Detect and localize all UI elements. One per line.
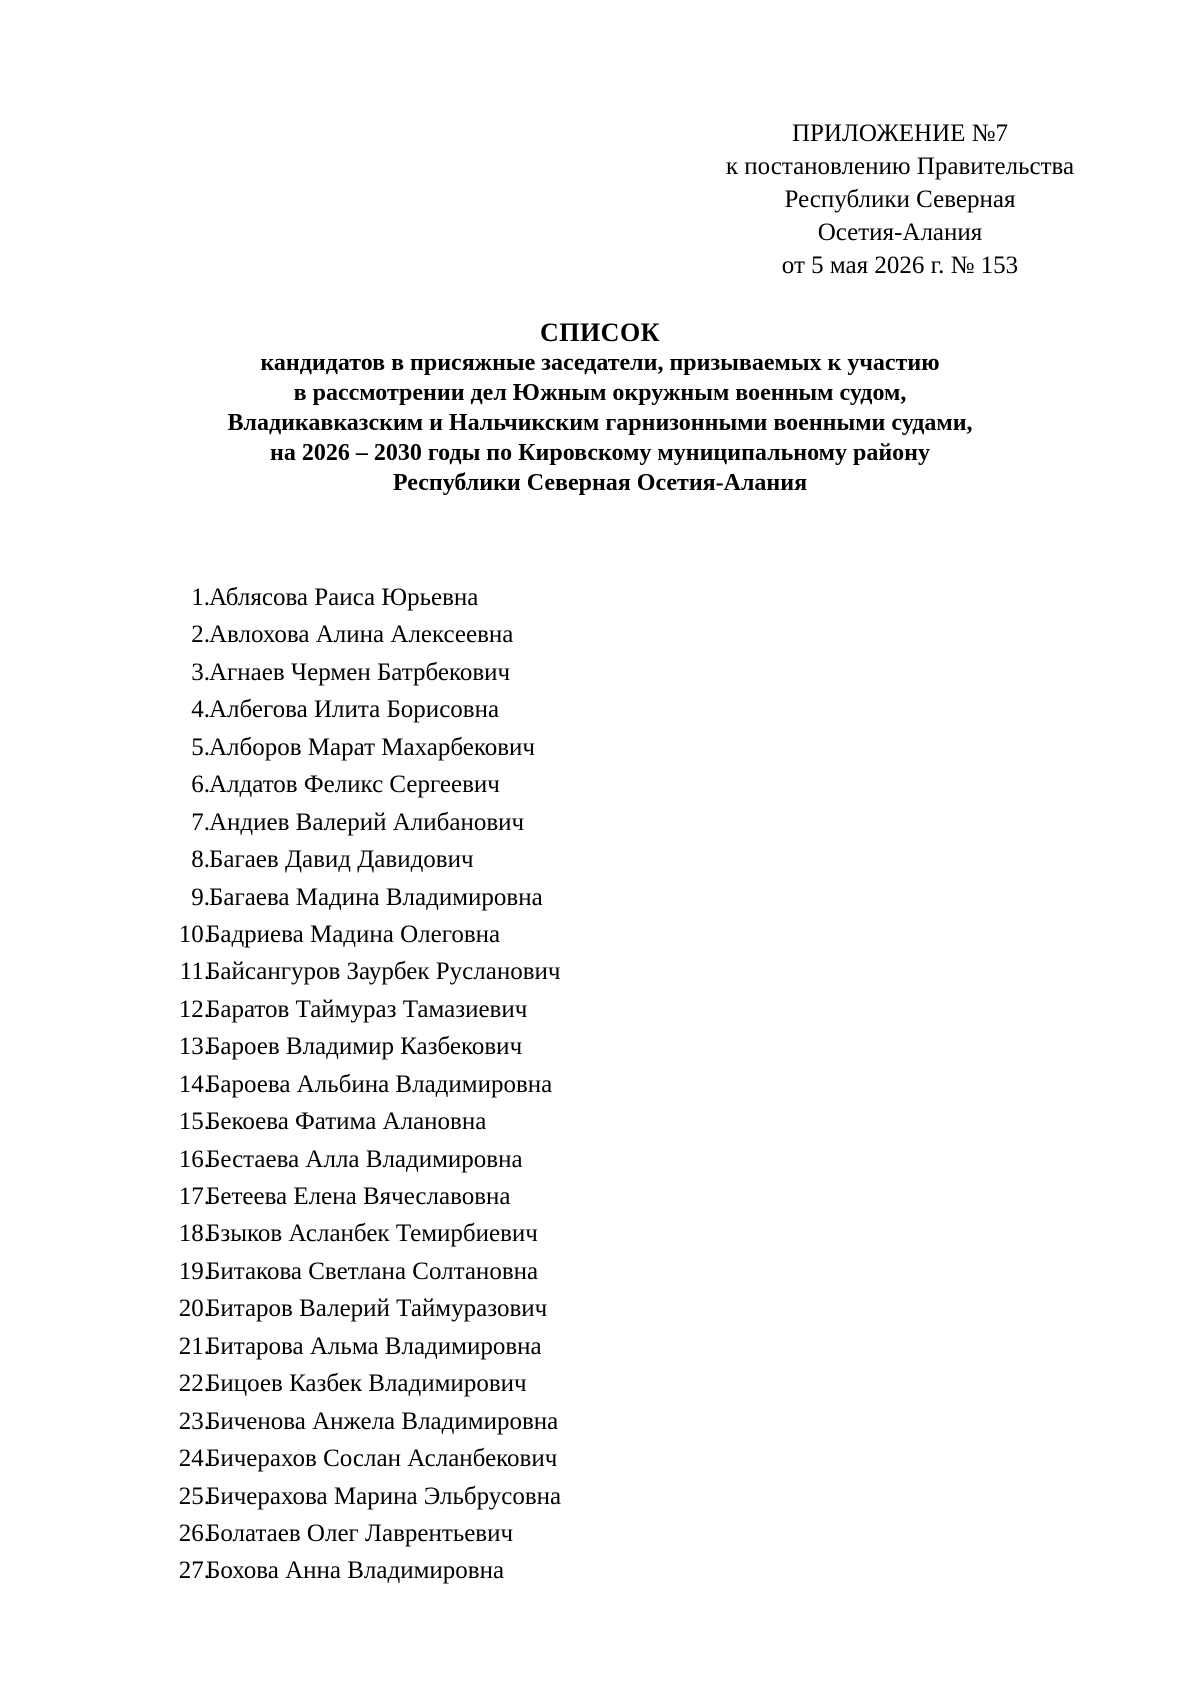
candidate-name: Битакова Светлана Солтановна <box>206 1257 539 1285</box>
list-item <box>0 766 1200 803</box>
list-item <box>0 1365 1200 1402</box>
item-number: 8. <box>191 846 210 874</box>
list-item <box>0 1328 1200 1365</box>
list-item <box>0 1403 1200 1440</box>
candidate-name: Бекоева Фатима Алановна <box>206 1108 487 1136</box>
candidate-name: Бичерахова Марина Эльбрусовна <box>206 1482 562 1510</box>
appendix-number: ПРИЛОЖЕНИЕ №7 <box>791 120 1009 147</box>
title-line-3: Владикавказским и Нальчикским гарнизонными военными судами, <box>227 410 973 436</box>
item-number: 14. <box>178 1070 210 1098</box>
item-number: 18. <box>178 1220 210 1248</box>
candidate-name: Бохова Анна Владимировна <box>206 1557 505 1585</box>
document-title <box>0 317 1200 498</box>
candidate-name: Битаров Валерий Таймуразович <box>206 1295 548 1323</box>
list-item <box>0 1066 1200 1103</box>
item-number: 1. <box>191 584 210 611</box>
item-number: 10. <box>178 920 210 948</box>
item-number: 15. <box>178 1108 210 1136</box>
candidate-name: Аблясова Раиса Юрьевна <box>209 584 479 611</box>
item-number: 24. <box>178 1445 210 1473</box>
item-number: 5. <box>191 733 210 761</box>
candidate-name: Албегова Илита Борисовна <box>209 696 500 724</box>
item-number: 27. <box>178 1557 210 1585</box>
appendix-reference-republic: Республики Северная <box>784 186 1016 213</box>
item-number: 25. <box>178 1482 210 1510</box>
appendix-date: от 5 мая 2026 г. № 153 <box>781 252 1019 279</box>
list-item <box>0 691 1200 728</box>
item-number: 21. <box>178 1332 210 1360</box>
candidate-name: Авлохова Алина Алексеевна <box>209 621 514 649</box>
item-number: 23. <box>178 1407 210 1435</box>
item-number: 3. <box>191 658 210 686</box>
item-number: 17. <box>178 1183 210 1210</box>
candidate-name: Алдатов Феликс Сергеевич <box>209 771 500 799</box>
list-item <box>0 1141 1200 1178</box>
list-item <box>0 841 1200 878</box>
candidate-name: Бзыков Асланбек Темирбиевич <box>206 1220 538 1248</box>
list-item <box>0 1103 1200 1140</box>
list-item <box>0 1215 1200 1252</box>
candidate-name: Алборов Марат Махарбекович <box>209 733 535 761</box>
candidate-name: Багаева Мадина Владимировна <box>209 883 543 911</box>
list-item <box>0 1253 1200 1290</box>
candidate-name: Багаев Давид Давидович <box>209 846 474 874</box>
item-number: 19. <box>178 1257 210 1285</box>
appendix-reference: к постановлению Правительства <box>725 153 1075 180</box>
item-number: 6. <box>191 771 210 799</box>
list-item <box>0 616 1200 653</box>
candidate-name: Бароев Владимир Казбекович <box>206 1033 523 1061</box>
list-item <box>0 579 1200 616</box>
list-item <box>0 991 1200 1028</box>
list-item <box>0 729 1200 766</box>
list-item <box>0 804 1200 841</box>
item-number: 16. <box>178 1145 210 1173</box>
candidate-list <box>0 579 1200 1590</box>
candidate-name: Байсангуров Заурбек Русланович <box>206 958 561 986</box>
title-line-1: кандидатов в присяжные заседатели, призываемых к участию <box>260 350 940 376</box>
item-number: 13. <box>178 1033 210 1061</box>
candidate-name: Бестаева Алла Владимировна <box>206 1145 523 1173</box>
item-number: 2. <box>191 621 210 649</box>
list-item <box>0 1290 1200 1327</box>
candidate-name: Агнаев Чермен Батрбекович <box>209 658 511 686</box>
candidate-name: Бетеева Елена Вячеславовна <box>206 1183 511 1210</box>
list-item <box>0 654 1200 691</box>
title-line-5: Республики Северная Осетия-Алания <box>392 470 808 496</box>
item-number: 7. <box>191 808 210 836</box>
candidate-name: Бицоев Казбек Владимирович <box>206 1370 527 1398</box>
list-item <box>0 1440 1200 1477</box>
candidate-name: Биченова Анжела Владимировна <box>206 1407 559 1435</box>
candidate-name: Бароева Альбина Владимировна <box>206 1070 553 1098</box>
list-item <box>0 1028 1200 1065</box>
candidate-name: Битарова Альма Владимировна <box>206 1332 542 1360</box>
title-line-4: на 2026 – 2030 годы по Кировскому муниципальному району <box>269 440 930 466</box>
appendix-reference-region: Осетия-Алания <box>817 219 983 246</box>
list-item <box>0 953 1200 990</box>
list-item <box>0 1478 1200 1515</box>
candidate-name: Андиев Валерий Алибанович <box>209 808 525 836</box>
title-heading: СПИСОК <box>539 318 661 347</box>
list-item <box>0 1552 1200 1589</box>
item-number: 26. <box>178 1519 210 1547</box>
candidate-name: Бадриева Мадина Олеговна <box>206 920 501 948</box>
item-number: 4. <box>191 696 210 724</box>
item-number: 20. <box>178 1295 210 1323</box>
title-line-2: в рассмотрении дел Южным окружным военным судом, <box>293 380 907 406</box>
appendix-header <box>700 117 1100 282</box>
list-item <box>0 1515 1200 1552</box>
candidate-name: Бичерахов Сослан Асланбекович <box>206 1445 558 1473</box>
item-number: 22. <box>178 1370 210 1398</box>
list-item <box>0 916 1200 953</box>
candidate-name: Болатаев Олег Лаврентьевич <box>206 1519 514 1547</box>
item-number: 9. <box>191 883 210 911</box>
item-number: 12. <box>178 995 210 1023</box>
item-number: 11. <box>179 958 210 986</box>
list-item <box>0 879 1200 916</box>
list-item <box>0 1178 1200 1215</box>
candidate-name: Баратов Таймураз Тамазиевич <box>206 995 528 1023</box>
